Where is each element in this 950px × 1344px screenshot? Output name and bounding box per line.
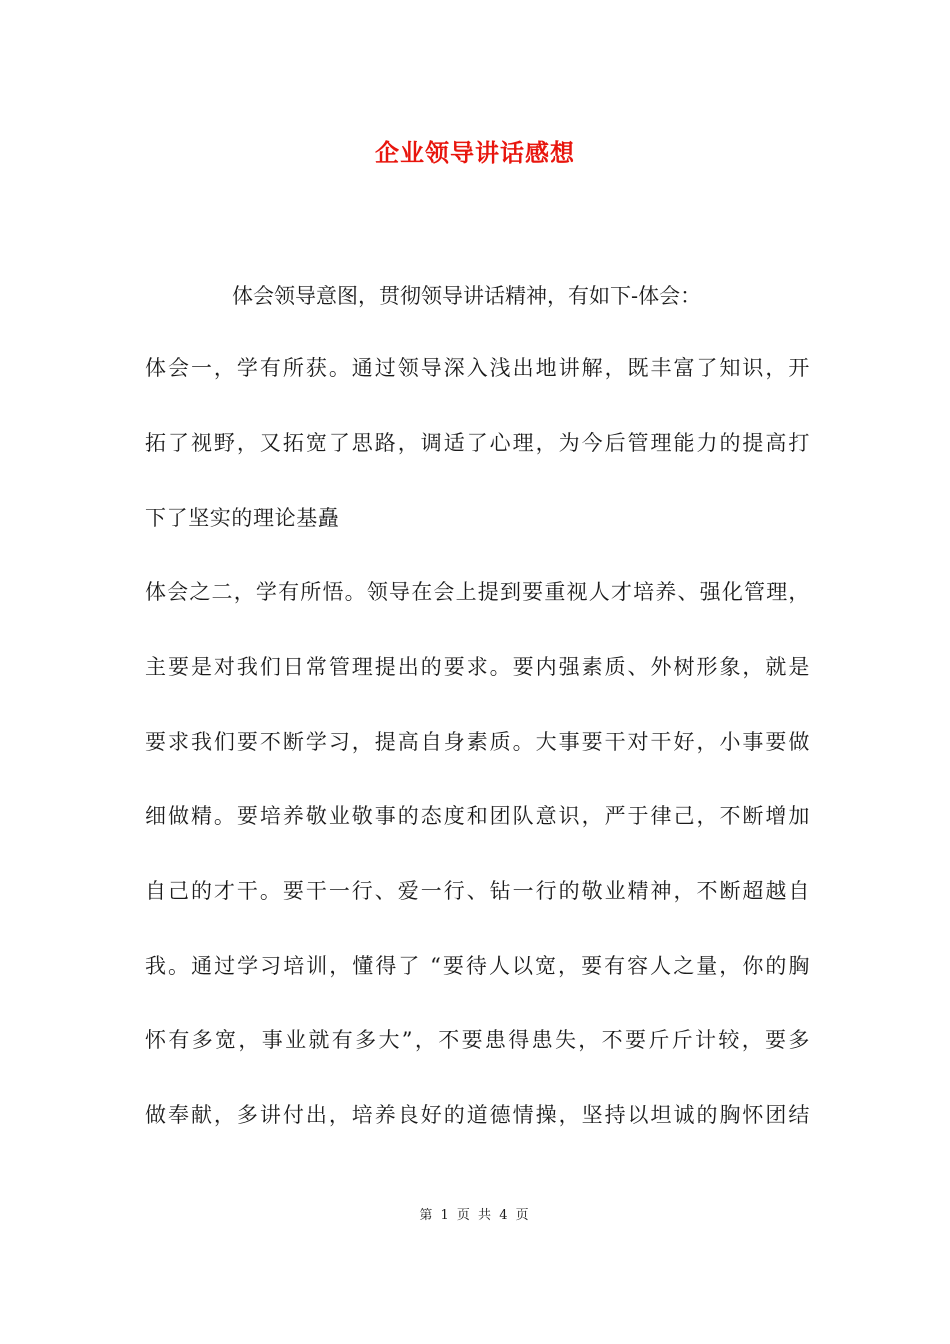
paragraph-2-line-7: 怀有多宽，事业就有多大”，不要患得患失，不要斤斤计较，要多 bbox=[145, 1028, 810, 1052]
paragraph-2-line-8: 做奉献，多讲付出，培养良好的道德情操，坚持以坦诚的胸怀团结 bbox=[145, 1103, 810, 1127]
paragraph-2-line-3: 要求我们要不断学习，提高自身素质。大事要干对干好，小事要做 bbox=[145, 730, 810, 754]
paragraph-2-line-6: 我。通过学习培训，懂得了 “要待人以宽，要有容人之量，你的胸 bbox=[145, 954, 810, 978]
paragraph-2-line-5: 自己的才干。要干一行、爱一行、钻一行的敬业精神，不断超越自 bbox=[145, 879, 810, 903]
paragraph-1-line-1: 体会一，学有所获。通过领导深入浅出地讲解，既丰富了知识，开 bbox=[145, 356, 810, 380]
intro-line: 体会领导意图，贯彻领导讲话精神，有如下-体会： bbox=[232, 284, 702, 308]
page-number: 第 1 页 共 4 页 bbox=[419, 1208, 531, 1223]
paragraph-1-line-2: 拓了视野，又拓宽了思路，调适了心理，为今后管理能力的提高打 bbox=[145, 431, 810, 455]
document-title: 企业领导讲话感想 bbox=[375, 138, 575, 167]
paragraph-2-line-2: 主要是对我们日常管理提出的要求。要内强素质、外树形象，就是 bbox=[145, 655, 810, 679]
paragraph-2-line-4: 细做精。要培养敬业敬事的态度和团队意识，严于律己，不断增加 bbox=[145, 804, 810, 828]
paragraph-2-line-1: 体会之二，学有所悟。领导在会上提到要重视人才培养、强化管理， bbox=[145, 580, 810, 604]
paragraph-1-line-3: 下了坚实的理论基矗 bbox=[145, 506, 340, 530]
